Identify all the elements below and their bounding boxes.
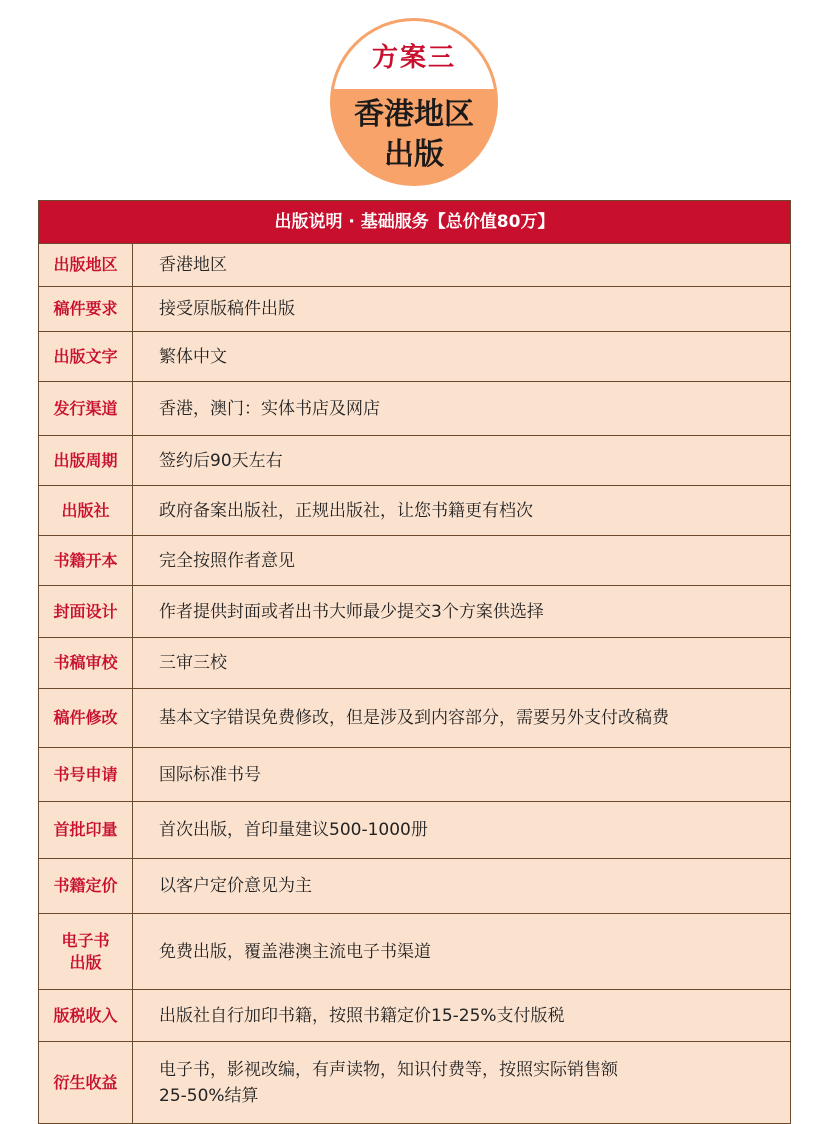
table-row — [39, 990, 790, 1042]
plan-region-line2: 出版 — [384, 137, 444, 172]
row-label: 出版文字 — [39, 332, 133, 381]
row-label: 封面设计 — [39, 586, 133, 637]
plan-badge — [330, 18, 498, 186]
plan-number-label: 方案三 — [371, 43, 456, 73]
row-value: 国际标准书号 — [159, 764, 261, 785]
row-value: 政府备案出版社，正规出版社，让您书籍更有档次 — [159, 500, 533, 521]
table-row — [39, 586, 790, 638]
plan-region-label — [333, 95, 495, 175]
table-header: 出版说明 · 基础服务【总价值80万】 — [39, 201, 790, 244]
table-row — [39, 802, 790, 859]
table-row — [39, 382, 790, 436]
row-label: 书籍开本 — [39, 536, 133, 585]
row-value: 完全按照作者意见 — [159, 550, 295, 571]
row-label: 书号申请 — [39, 748, 133, 801]
table-row — [39, 287, 790, 332]
row-value: 签约后90天左右 — [159, 450, 283, 471]
row-label: 版税收入 — [39, 990, 133, 1041]
row-label: 首批印量 — [39, 802, 133, 858]
row-value: 免费出版，覆盖港澳主流电子书渠道 — [159, 941, 431, 962]
table-row — [39, 436, 790, 486]
table-row — [39, 332, 790, 382]
row-label: 发行渠道 — [39, 382, 133, 435]
row-value: 繁体中文 — [159, 346, 227, 367]
row-value: 香港，澳门：实体书店及网店 — [159, 398, 380, 419]
row-label: 出版地区 — [39, 244, 133, 286]
row-value: 出版社自行加印书籍，按照书籍定价15-25%支付版税 — [159, 1005, 565, 1026]
row-label: 稿件要求 — [39, 287, 133, 331]
row-value: 以客户定价意见为主 — [159, 876, 312, 896]
row-value: 三审三校 — [159, 653, 227, 673]
row-value: 接受原版稿件出版 — [159, 299, 295, 319]
table-row — [39, 486, 790, 536]
row-label: 书稿审校 — [39, 638, 133, 688]
table-row — [39, 536, 790, 586]
row-label: 稿件修改 — [39, 689, 133, 747]
row-label: 书籍定价 — [39, 859, 133, 913]
row-value: 首次出版，首印量建议500-1000册 — [159, 820, 428, 840]
row-value-line2: 25-50%结算 — [159, 1085, 259, 1106]
row-label — [39, 914, 133, 989]
row-label-line2: 出版 — [69, 952, 102, 972]
row-value: 香港地区 — [159, 255, 227, 275]
table-row — [39, 1042, 790, 1123]
row-label: 衍生收益 — [39, 1042, 133, 1123]
row-label-line1: 电子书 — [61, 930, 110, 950]
table-row — [39, 244, 790, 287]
row-label: 出版社 — [39, 486, 133, 535]
row-value-line1: 电子书，影视改编，有声读物，知识付费等，按照实际销售额 — [159, 1059, 618, 1080]
table-row — [39, 914, 790, 990]
publishing-info-table — [38, 200, 791, 1124]
row-label: 出版周期 — [39, 436, 133, 485]
row-value: 作者提供封面或者出书大师最少提交3个方案供选择 — [159, 601, 544, 622]
table-row — [39, 859, 790, 914]
table-row — [39, 689, 790, 748]
table-row — [39, 638, 790, 689]
table-row — [39, 748, 790, 802]
row-value: 基本文字错误免费修改，但是涉及到内容部分，需要另外支付改稿费 — [159, 708, 669, 728]
plan-region-line1: 香港地区 — [354, 97, 474, 132]
row-value — [133, 1042, 790, 1123]
